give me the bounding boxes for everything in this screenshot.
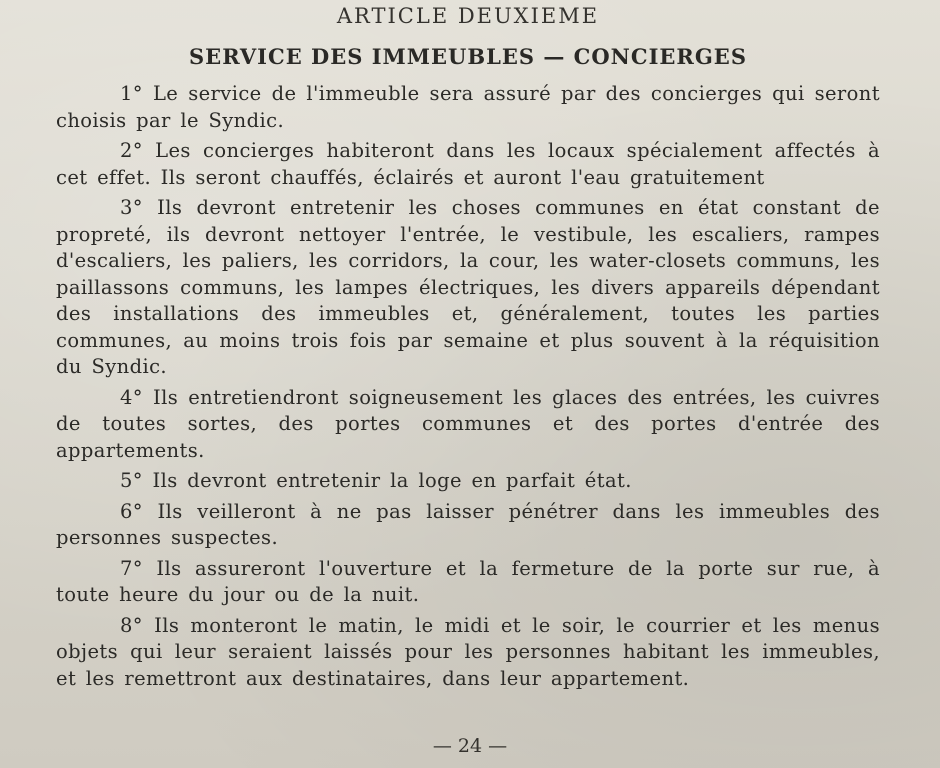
paragraph-8: 8° Ils monteront le matin, le midi et le soir, le courrier et les menus objets qui leur seraient laissés pour les personnes habitant les immeubles, et les remettront aux destinataires, dans leur appartement. bbox=[56, 613, 880, 690]
paragraph-5: 5° Ils devront entretenir la loge en parfait état. bbox=[120, 469, 632, 492]
paragraph-list bbox=[56, 81, 880, 692]
paragraph-1: 1° Le service de l'immeuble sera assuré par des concierges qui seront choisis par le Syndic. bbox=[56, 82, 880, 132]
article-heading: ARTICLE DEUXIEME bbox=[336, 4, 600, 28]
paragraph-2: 2° Les concierges habiteront dans les locaux spécialement affectés à cet effet. Ils seront chauffés, éclairés et auront l'eau gratuitement bbox=[56, 139, 880, 189]
section-heading: SERVICE DES IMMEUBLES — CONCIERGES bbox=[189, 44, 747, 69]
paragraph-4: 4° Ils entretiendront soigneusement les glaces des entrées, les cuivres de toutes sortes, des portes communes et des portes d'entrée des appartements. bbox=[56, 385, 880, 462]
paragraph-6: 6° Ils veilleront à ne pas laisser pénétrer dans les immeubles des personnes suspectes. bbox=[56, 499, 880, 549]
paragraph-3: 3° Ils devront entretenir les choses communes en état constant de propreté, ils devront nettoyer l'entrée, le vestibule, les escaliers, rampes d'escaliers, les paliers, les corridors, la cour, les water-closets communs, les paillassons communs, les lampes électriques, les divers appareils dépendant des installations des immeubles et, généralement, toutes les parties communes, au moins trois fois par semaine et plus souvent à la réquisition du Syndic. bbox=[56, 196, 880, 378]
paragraph-7: 7° Ils assureront l'ouverture et la fermeture de la porte sur rue, à toute heure du jour ou de la nuit. bbox=[56, 556, 880, 606]
page-number: — 24 — bbox=[432, 735, 508, 757]
